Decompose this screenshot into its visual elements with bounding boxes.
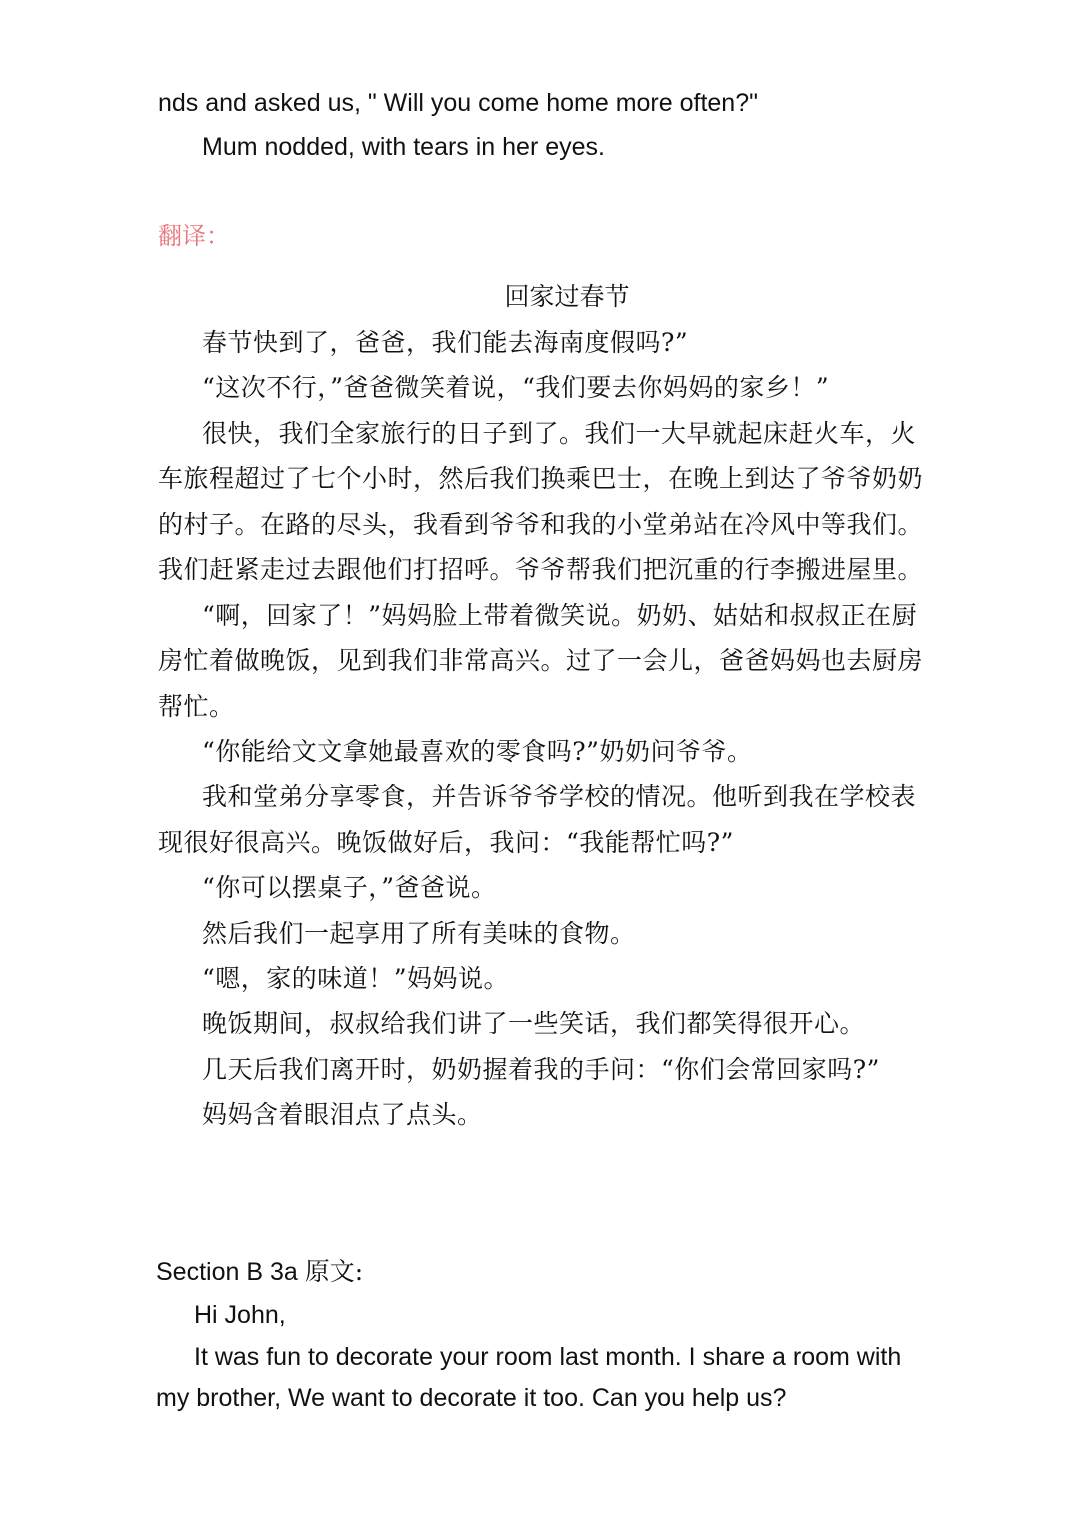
translation-line: “啊，回家了！”妈妈脸上带着微笑说。奶奶、姑姑和叔叔正在厨 [202,601,918,630]
section-label-en: Section B 3a [156,1258,305,1286]
translation-title: 回家过春节 [504,282,630,311]
translation-line: 晚饭期间，叔叔给我们讲了一些笑话，我们都笑得很开心。 [202,1009,866,1038]
translation-line: 春节快到了，爸爸，我们能去海南度假吗?” [202,328,689,357]
translation-line: 妈妈含着眼泪点了点头。 [202,1100,483,1129]
english-line: Hi John, [194,1301,286,1329]
english-line: It was fun to decorate your room last month. I share a room with [194,1343,902,1371]
translation-line: 我和堂弟分享零食，并告诉爷爷学校的情况。他听到我在学校表 [202,782,917,811]
section-label-cn: 原文: [304,1257,364,1286]
translation-line: 我们赶紧走过去跟他们打招呼。爷爷帮我们把沉重的行李搬进屋里。 [158,555,924,584]
translation-line: 很快，我们全家旅行的日子到了。我们一大早就起床赶火车，火 [202,419,917,448]
translation-line: 房忙着做晚饭，见到我们非常高兴。过了一会儿，爸爸妈妈也去厨房 [158,646,924,675]
english-line: my brother, We want to decorate it too. Can you help us? [156,1384,787,1412]
translation-line: “这次不行，”爸爸微笑着说，“我们要去你妈妈的家乡！” [202,373,830,402]
translation-line: 然后我们一起享用了所有美味的食物。 [202,919,636,948]
translation-line: 现很好很高兴。晚饭做好后，我问：“我能帮忙吗?” [158,828,734,857]
translation-line: 车旅程超过了七个小时，然后我们换乘巴士，在晚上到达了爷爷奶奶 [158,464,924,493]
english-line: Mum nodded, with tears in her eyes. [202,133,605,161]
translation-line: 帮忙。 [158,692,235,721]
english-line: nds and asked us, " Will you come home more often?" [158,89,758,117]
translation-line: “嗯，家的味道！”妈妈说。 [202,964,510,993]
translation-line: “你能给文文拿她最喜欢的零食吗?”奶奶问爷爷。 [202,737,753,766]
translation-line: 的村子。在路的尽头，我看到爷爷和我的小堂弟站在冷风中等我们。 [158,510,924,539]
translation-line: “你可以摆桌子，”爸爸说。 [202,873,497,902]
section-heading [156,1250,363,1294]
translation-label: 翻译： [158,222,230,250]
translation-line: 几天后我们离开时，奶奶握着我的手问：“你们会常回家吗?” [202,1055,880,1084]
